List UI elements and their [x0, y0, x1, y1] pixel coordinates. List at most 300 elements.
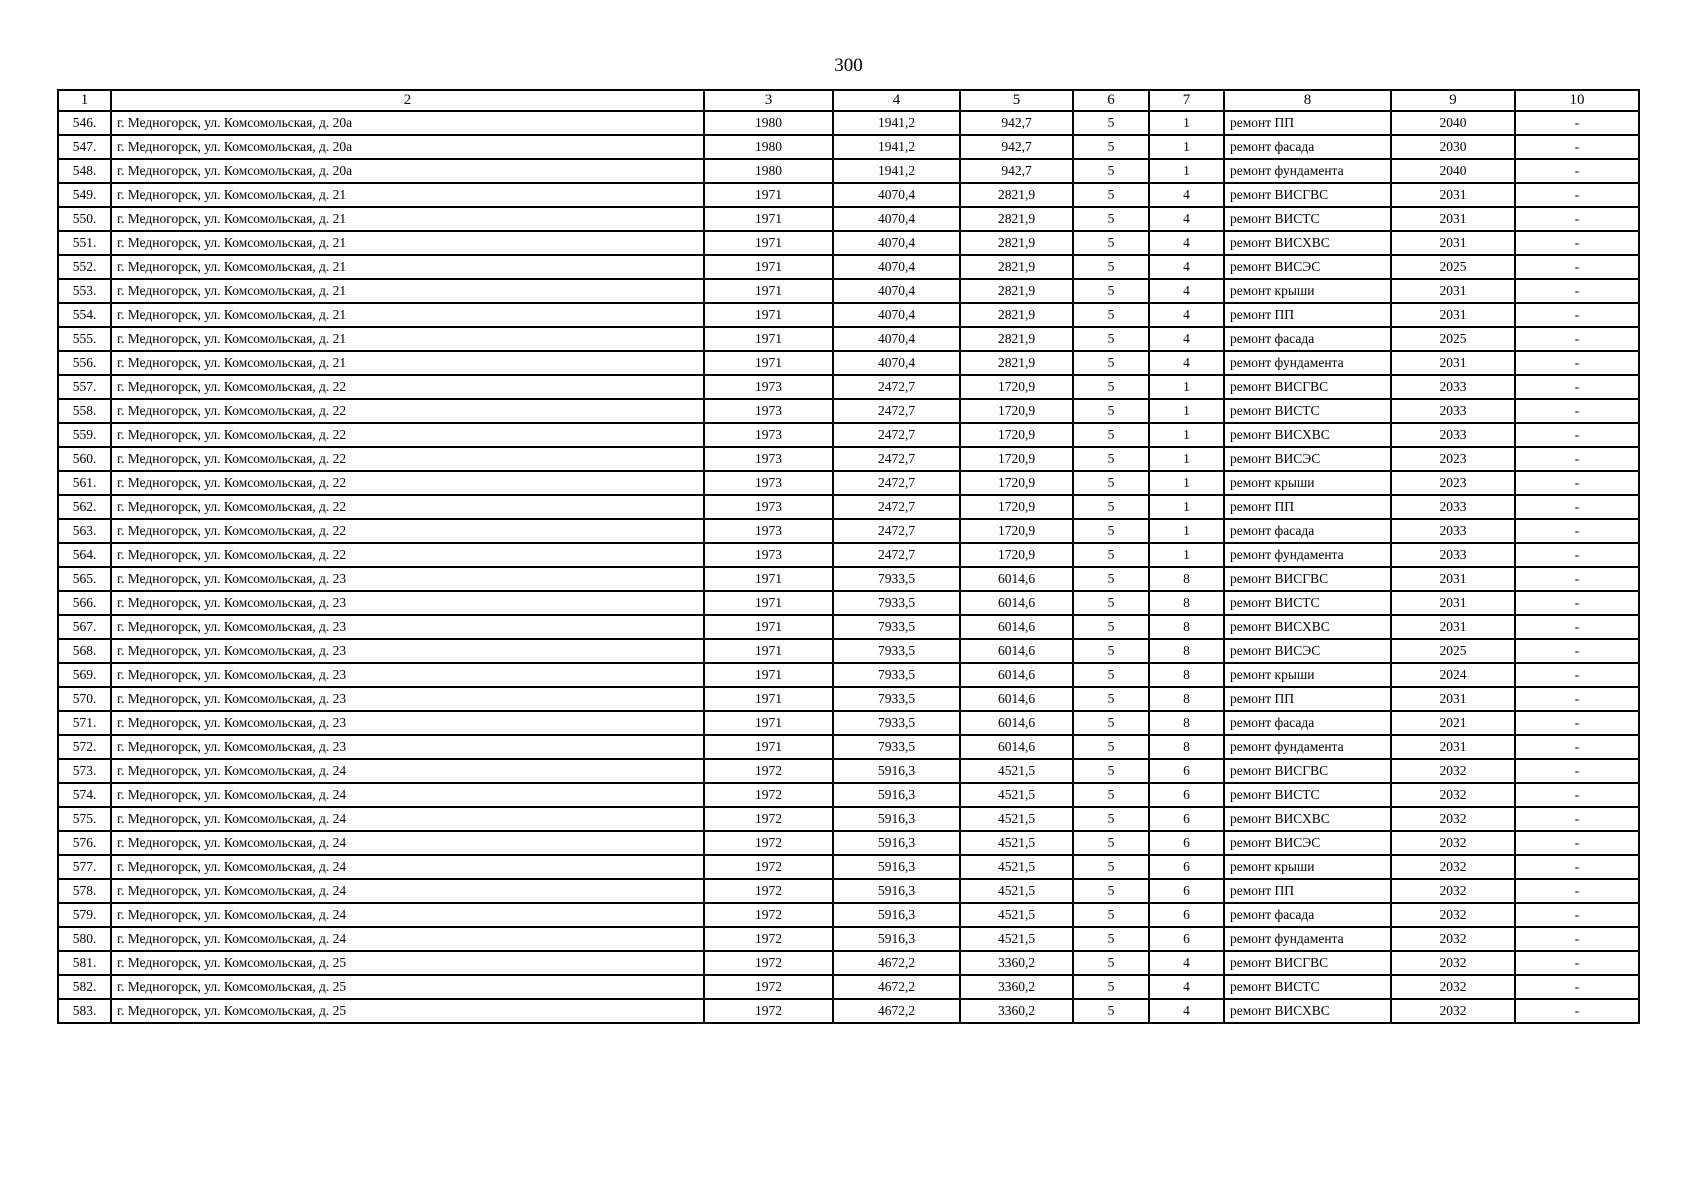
note-cell: -: [1515, 807, 1639, 831]
planned-year-cell: 2033: [1391, 519, 1515, 543]
header-row: [58, 90, 1639, 111]
planned-year-cell: 2040: [1391, 159, 1515, 183]
total-area-cell: 5916,3: [833, 903, 960, 927]
work-type-cell: ремонт крыши: [1224, 471, 1391, 495]
floors-cell: 5: [1073, 831, 1149, 855]
address-cell: г. Медногорск, ул. Комсомольская, д. 24: [111, 855, 704, 879]
work-type-cell: ремонт фундамента: [1224, 351, 1391, 375]
floors-cell: 5: [1073, 327, 1149, 351]
planned-year-cell: 2032: [1391, 783, 1515, 807]
year-built-cell: 1972: [704, 855, 833, 879]
living-area-cell: 6014,6: [960, 591, 1073, 615]
year-built-cell: 1971: [704, 591, 833, 615]
living-area-cell: 1720,9: [960, 375, 1073, 399]
year-built-cell: 1972: [704, 951, 833, 975]
address-cell: г. Медногорск, ул. Комсомольская, д. 23: [111, 591, 704, 615]
floors-cell: 5: [1073, 519, 1149, 543]
address-cell: г. Медногорск, ул. Комсомольская, д. 24: [111, 831, 704, 855]
address-cell: г. Медногорск, ул. Комсомольская, д. 21: [111, 255, 704, 279]
note-cell: -: [1515, 471, 1639, 495]
row-number-cell: 563.: [58, 519, 111, 543]
total-area-cell: 5916,3: [833, 783, 960, 807]
planned-year-cell: 2023: [1391, 447, 1515, 471]
total-area-cell: 4070,4: [833, 255, 960, 279]
note-cell: -: [1515, 567, 1639, 591]
note-cell: -: [1515, 111, 1639, 135]
work-type-cell: ремонт ВИСТС: [1224, 207, 1391, 231]
entrances-cell: 8: [1149, 615, 1224, 639]
planned-year-cell: 2030: [1391, 135, 1515, 159]
planned-year-cell: 2025: [1391, 255, 1515, 279]
table-row: [58, 327, 1639, 351]
note-cell: -: [1515, 615, 1639, 639]
planned-year-cell: 2025: [1391, 639, 1515, 663]
table-row: [58, 495, 1639, 519]
address-cell: г. Медногорск, ул. Комсомольская, д. 23: [111, 711, 704, 735]
address-cell: г. Медногорск, ул. Комсомольская, д. 24: [111, 759, 704, 783]
address-cell: г. Медногорск, ул. Комсомольская, д. 25: [111, 951, 704, 975]
row-number-cell: 558.: [58, 399, 111, 423]
table-row: [58, 255, 1639, 279]
row-number-cell: 566.: [58, 591, 111, 615]
floors-cell: 5: [1073, 927, 1149, 951]
work-type-cell: ремонт фасада: [1224, 519, 1391, 543]
work-type-cell: ремонт ВИСХВС: [1224, 615, 1391, 639]
table-row: [58, 927, 1639, 951]
row-number-cell: 564.: [58, 543, 111, 567]
living-area-cell: 6014,6: [960, 663, 1073, 687]
floors-cell: 5: [1073, 639, 1149, 663]
row-number-cell: 546.: [58, 111, 111, 135]
work-type-cell: ремонт ВИСТС: [1224, 783, 1391, 807]
work-type-cell: ремонт фундамента: [1224, 159, 1391, 183]
entrances-cell: 8: [1149, 735, 1224, 759]
planned-year-cell: 2033: [1391, 423, 1515, 447]
note-cell: -: [1515, 783, 1639, 807]
entrances-cell: 6: [1149, 879, 1224, 903]
entrances-cell: 4: [1149, 183, 1224, 207]
entrances-cell: 1: [1149, 423, 1224, 447]
entrances-cell: 8: [1149, 567, 1224, 591]
address-cell: г. Медногорск, ул. Комсомольская, д. 24: [111, 807, 704, 831]
note-cell: -: [1515, 543, 1639, 567]
total-area-cell: 4070,4: [833, 183, 960, 207]
planned-year-cell: 2032: [1391, 759, 1515, 783]
living-area-cell: 6014,6: [960, 735, 1073, 759]
col-header-2: 2: [111, 90, 704, 111]
entrances-cell: 1: [1149, 399, 1224, 423]
entrances-cell: 6: [1149, 831, 1224, 855]
living-area-cell: 2821,9: [960, 255, 1073, 279]
col-header-9: 9: [1391, 90, 1515, 111]
living-area-cell: 4521,5: [960, 831, 1073, 855]
year-built-cell: 1971: [704, 327, 833, 351]
address-cell: г. Медногорск, ул. Комсомольская, д. 22: [111, 399, 704, 423]
note-cell: -: [1515, 303, 1639, 327]
address-cell: г. Медногорск, ул. Комсомольская, д. 22: [111, 495, 704, 519]
table-row: [58, 543, 1639, 567]
floors-cell: 5: [1073, 159, 1149, 183]
work-type-cell: ремонт ВИСГВС: [1224, 759, 1391, 783]
table-row: [58, 687, 1639, 711]
entrances-cell: 1: [1149, 495, 1224, 519]
table-row: [58, 759, 1639, 783]
year-built-cell: 1980: [704, 135, 833, 159]
work-type-cell: ремонт ПП: [1224, 111, 1391, 135]
year-built-cell: 1972: [704, 927, 833, 951]
living-area-cell: 1720,9: [960, 543, 1073, 567]
floors-cell: 5: [1073, 111, 1149, 135]
work-type-cell: ремонт ВИСТС: [1224, 591, 1391, 615]
total-area-cell: 4070,4: [833, 231, 960, 255]
address-cell: г. Медногорск, ул. Комсомольская, д. 21: [111, 351, 704, 375]
year-built-cell: 1971: [704, 231, 833, 255]
year-built-cell: 1973: [704, 447, 833, 471]
living-area-cell: 1720,9: [960, 447, 1073, 471]
table-row: [58, 855, 1639, 879]
floors-cell: 5: [1073, 687, 1149, 711]
col-header-4: 4: [833, 90, 960, 111]
note-cell: -: [1515, 327, 1639, 351]
table-row: [58, 279, 1639, 303]
table-row: [58, 375, 1639, 399]
planned-year-cell: 2031: [1391, 687, 1515, 711]
col-header-1: 1: [58, 90, 111, 111]
living-area-cell: 1720,9: [960, 399, 1073, 423]
note-cell: -: [1515, 879, 1639, 903]
table-row: [58, 639, 1639, 663]
note-cell: -: [1515, 183, 1639, 207]
entrances-cell: 4: [1149, 975, 1224, 999]
planned-year-cell: 2033: [1391, 399, 1515, 423]
note-cell: -: [1515, 255, 1639, 279]
table-row: [58, 183, 1639, 207]
planned-year-cell: 2031: [1391, 231, 1515, 255]
address-cell: г. Медногорск, ул. Комсомольская, д. 22: [111, 543, 704, 567]
living-area-cell: 1720,9: [960, 471, 1073, 495]
address-cell: г. Медногорск, ул. Комсомольская, д. 24: [111, 927, 704, 951]
entrances-cell: 8: [1149, 639, 1224, 663]
address-cell: г. Медногорск, ул. Комсомольская, д. 20а: [111, 159, 704, 183]
row-number-cell: 573.: [58, 759, 111, 783]
address-cell: г. Медногорск, ул. Комсомольская, д. 24: [111, 879, 704, 903]
year-built-cell: 1973: [704, 495, 833, 519]
floors-cell: 5: [1073, 711, 1149, 735]
total-area-cell: 4070,4: [833, 351, 960, 375]
entrances-cell: 6: [1149, 807, 1224, 831]
floors-cell: 5: [1073, 495, 1149, 519]
year-built-cell: 1972: [704, 807, 833, 831]
living-area-cell: 942,7: [960, 135, 1073, 159]
living-area-cell: 2821,9: [960, 303, 1073, 327]
floors-cell: 5: [1073, 135, 1149, 159]
row-number-cell: 579.: [58, 903, 111, 927]
entrances-cell: 1: [1149, 519, 1224, 543]
living-area-cell: 2821,9: [960, 183, 1073, 207]
table-row: [58, 711, 1639, 735]
floors-cell: 5: [1073, 399, 1149, 423]
address-cell: г. Медногорск, ул. Комсомольская, д. 23: [111, 615, 704, 639]
note-cell: -: [1515, 423, 1639, 447]
total-area-cell: 5916,3: [833, 855, 960, 879]
entrances-cell: 4: [1149, 351, 1224, 375]
total-area-cell: 5916,3: [833, 927, 960, 951]
entrances-cell: 4: [1149, 327, 1224, 351]
row-number-cell: 549.: [58, 183, 111, 207]
total-area-cell: 4070,4: [833, 303, 960, 327]
note-cell: -: [1515, 399, 1639, 423]
floors-cell: 5: [1073, 615, 1149, 639]
year-built-cell: 1971: [704, 615, 833, 639]
planned-year-cell: 2032: [1391, 951, 1515, 975]
year-built-cell: 1971: [704, 711, 833, 735]
row-number-cell: 571.: [58, 711, 111, 735]
address-cell: г. Медногорск, ул. Комсомольская, д. 23: [111, 567, 704, 591]
work-type-cell: ремонт фундамента: [1224, 735, 1391, 759]
year-built-cell: 1973: [704, 471, 833, 495]
address-cell: г. Медногорск, ул. Комсомольская, д. 21: [111, 279, 704, 303]
note-cell: -: [1515, 351, 1639, 375]
note-cell: -: [1515, 975, 1639, 999]
total-area-cell: 7933,5: [833, 567, 960, 591]
address-cell: г. Медногорск, ул. Комсомольская, д. 25: [111, 975, 704, 999]
work-type-cell: ремонт ВИСЭС: [1224, 831, 1391, 855]
year-built-cell: 1971: [704, 567, 833, 591]
planned-year-cell: 2021: [1391, 711, 1515, 735]
table-row: [58, 135, 1639, 159]
planned-year-cell: 2025: [1391, 327, 1515, 351]
planned-year-cell: 2033: [1391, 375, 1515, 399]
planned-year-cell: 2033: [1391, 543, 1515, 567]
work-type-cell: ремонт ПП: [1224, 879, 1391, 903]
living-area-cell: 2821,9: [960, 207, 1073, 231]
row-number-cell: 572.: [58, 735, 111, 759]
address-cell: г. Медногорск, ул. Комсомольская, д. 22: [111, 519, 704, 543]
row-number-cell: 578.: [58, 879, 111, 903]
total-area-cell: 4070,4: [833, 207, 960, 231]
floors-cell: 5: [1073, 303, 1149, 327]
row-number-cell: 562.: [58, 495, 111, 519]
entrances-cell: 4: [1149, 951, 1224, 975]
row-number-cell: 583.: [58, 999, 111, 1023]
address-cell: г. Медногорск, ул. Комсомольская, д. 22: [111, 471, 704, 495]
total-area-cell: 7933,5: [833, 735, 960, 759]
total-area-cell: 5916,3: [833, 879, 960, 903]
planned-year-cell: 2032: [1391, 807, 1515, 831]
table-row: [58, 351, 1639, 375]
entrances-cell: 6: [1149, 783, 1224, 807]
address-cell: г. Медногорск, ул. Комсомольская, д. 21: [111, 183, 704, 207]
entrances-cell: 4: [1149, 255, 1224, 279]
col-header-8: 8: [1224, 90, 1391, 111]
work-type-cell: ремонт ВИСТС: [1224, 975, 1391, 999]
living-area-cell: 2821,9: [960, 231, 1073, 255]
table-row: [58, 399, 1639, 423]
work-type-cell: ремонт фасада: [1224, 711, 1391, 735]
address-cell: г. Медногорск, ул. Комсомольская, д. 21: [111, 231, 704, 255]
col-header-3: 3: [704, 90, 833, 111]
table-row: [58, 471, 1639, 495]
address-cell: г. Медногорск, ул. Комсомольская, д. 22: [111, 375, 704, 399]
total-area-cell: 1941,2: [833, 111, 960, 135]
table-row: [58, 879, 1639, 903]
table-row: [58, 807, 1639, 831]
floors-cell: 5: [1073, 471, 1149, 495]
note-cell: -: [1515, 735, 1639, 759]
planned-year-cell: 2032: [1391, 831, 1515, 855]
floors-cell: 5: [1073, 783, 1149, 807]
work-type-cell: ремонт ПП: [1224, 303, 1391, 327]
note-cell: -: [1515, 519, 1639, 543]
living-area-cell: 2821,9: [960, 279, 1073, 303]
living-area-cell: 2821,9: [960, 327, 1073, 351]
total-area-cell: 7933,5: [833, 615, 960, 639]
row-number-cell: 548.: [58, 159, 111, 183]
note-cell: -: [1515, 639, 1639, 663]
floors-cell: 5: [1073, 423, 1149, 447]
work-type-cell: ремонт ПП: [1224, 687, 1391, 711]
total-area-cell: 7933,5: [833, 639, 960, 663]
table-row: [58, 903, 1639, 927]
table-row: [58, 615, 1639, 639]
work-type-cell: ремонт крыши: [1224, 663, 1391, 687]
entrances-cell: 8: [1149, 711, 1224, 735]
work-type-cell: ремонт ВИСХВС: [1224, 999, 1391, 1023]
note-cell: -: [1515, 207, 1639, 231]
row-number-cell: 575.: [58, 807, 111, 831]
entrances-cell: 4: [1149, 303, 1224, 327]
row-number-cell: 576.: [58, 831, 111, 855]
year-built-cell: 1972: [704, 783, 833, 807]
living-area-cell: 4521,5: [960, 855, 1073, 879]
total-area-cell: 7933,5: [833, 711, 960, 735]
entrances-cell: 1: [1149, 159, 1224, 183]
table-row: [58, 567, 1639, 591]
work-type-cell: ремонт ВИСХВС: [1224, 231, 1391, 255]
floors-cell: 5: [1073, 807, 1149, 831]
year-built-cell: 1971: [704, 303, 833, 327]
floors-cell: 5: [1073, 591, 1149, 615]
entrances-cell: 1: [1149, 111, 1224, 135]
address-cell: г. Медногорск, ул. Комсомольская, д. 25: [111, 999, 704, 1023]
total-area-cell: 4070,4: [833, 279, 960, 303]
row-number-cell: 556.: [58, 351, 111, 375]
floors-cell: 5: [1073, 231, 1149, 255]
table-row: [58, 447, 1639, 471]
address-cell: г. Медногорск, ул. Комсомольская, д. 20а: [111, 111, 704, 135]
table-row: [58, 975, 1639, 999]
note-cell: -: [1515, 831, 1639, 855]
living-area-cell: 4521,5: [960, 807, 1073, 831]
total-area-cell: 2472,7: [833, 543, 960, 567]
address-cell: г. Медногорск, ул. Комсомольская, д. 21: [111, 207, 704, 231]
note-cell: -: [1515, 759, 1639, 783]
row-number-cell: 560.: [58, 447, 111, 471]
address-cell: г. Медногорск, ул. Комсомольская, д. 24: [111, 903, 704, 927]
floors-cell: 5: [1073, 903, 1149, 927]
address-cell: г. Медногорск, ул. Комсомольская, д. 23: [111, 687, 704, 711]
floors-cell: 5: [1073, 735, 1149, 759]
planned-year-cell: 2032: [1391, 927, 1515, 951]
address-cell: г. Медногорск, ул. Комсомольская, д. 21: [111, 303, 704, 327]
note-cell: -: [1515, 279, 1639, 303]
floors-cell: 5: [1073, 951, 1149, 975]
address-cell: г. Медногорск, ул. Комсомольская, д. 23: [111, 735, 704, 759]
work-type-cell: ремонт ВИСГВС: [1224, 567, 1391, 591]
living-area-cell: 1720,9: [960, 423, 1073, 447]
year-built-cell: 1973: [704, 519, 833, 543]
planned-year-cell: 2032: [1391, 879, 1515, 903]
planned-year-cell: 2032: [1391, 903, 1515, 927]
year-built-cell: 1972: [704, 999, 833, 1023]
note-cell: -: [1515, 999, 1639, 1023]
entrances-cell: 8: [1149, 591, 1224, 615]
note-cell: -: [1515, 855, 1639, 879]
total-area-cell: 2472,7: [833, 519, 960, 543]
entrances-cell: 1: [1149, 471, 1224, 495]
total-area-cell: 2472,7: [833, 447, 960, 471]
year-built-cell: 1971: [704, 183, 833, 207]
row-number-cell: 561.: [58, 471, 111, 495]
year-built-cell: 1971: [704, 663, 833, 687]
note-cell: -: [1515, 447, 1639, 471]
work-type-cell: ремонт фундамента: [1224, 927, 1391, 951]
entrances-cell: 8: [1149, 687, 1224, 711]
row-number-cell: 565.: [58, 567, 111, 591]
address-cell: г. Медногорск, ул. Комсомольская, д. 22: [111, 423, 704, 447]
year-built-cell: 1973: [704, 375, 833, 399]
living-area-cell: 6014,6: [960, 615, 1073, 639]
table-row: [58, 783, 1639, 807]
living-area-cell: 4521,5: [960, 927, 1073, 951]
address-cell: г. Медногорск, ул. Комсомольская, д. 24: [111, 783, 704, 807]
repair-schedule-table: [57, 89, 1640, 1024]
living-area-cell: 4521,5: [960, 783, 1073, 807]
note-cell: -: [1515, 135, 1639, 159]
note-cell: -: [1515, 927, 1639, 951]
year-built-cell: 1980: [704, 159, 833, 183]
address-cell: г. Медногорск, ул. Комсомольская, д. 22: [111, 447, 704, 471]
entrances-cell: 6: [1149, 927, 1224, 951]
living-area-cell: 1720,9: [960, 519, 1073, 543]
total-area-cell: 5916,3: [833, 807, 960, 831]
year-built-cell: 1971: [704, 207, 833, 231]
floors-cell: 5: [1073, 255, 1149, 279]
work-type-cell: ремонт ВИСГВС: [1224, 951, 1391, 975]
living-area-cell: 6014,6: [960, 639, 1073, 663]
table-row: [58, 207, 1639, 231]
floors-cell: 5: [1073, 567, 1149, 591]
year-built-cell: 1971: [704, 687, 833, 711]
year-built-cell: 1980: [704, 111, 833, 135]
row-number-cell: 552.: [58, 255, 111, 279]
planned-year-cell: 2032: [1391, 975, 1515, 999]
row-number-cell: 559.: [58, 423, 111, 447]
floors-cell: 5: [1073, 279, 1149, 303]
work-type-cell: ремонт фундамента: [1224, 543, 1391, 567]
living-area-cell: 3360,2: [960, 951, 1073, 975]
floors-cell: 5: [1073, 663, 1149, 687]
table-row: [58, 831, 1639, 855]
living-area-cell: 6014,6: [960, 711, 1073, 735]
total-area-cell: 4672,2: [833, 951, 960, 975]
row-number-cell: 577.: [58, 855, 111, 879]
total-area-cell: 7933,5: [833, 663, 960, 687]
work-type-cell: ремонт фасада: [1224, 327, 1391, 351]
col-header-5: 5: [960, 90, 1073, 111]
year-built-cell: 1972: [704, 831, 833, 855]
work-type-cell: ремонт фасада: [1224, 903, 1391, 927]
